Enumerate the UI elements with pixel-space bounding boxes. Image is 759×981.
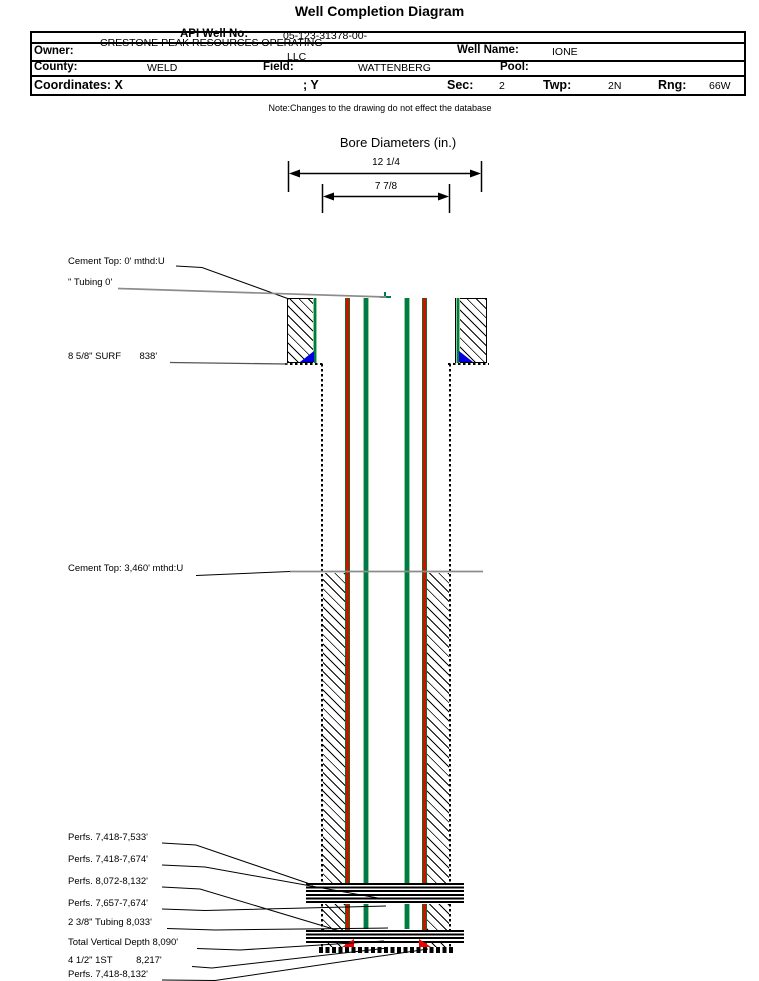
surface-casing-wall-right — [456, 298, 460, 363]
coordinates-label: Coordinates: X — [34, 78, 123, 92]
tubing-hanger-marker-stem — [384, 292, 386, 297]
production-casing-wall-right — [422, 298, 427, 948]
bore-outer-diameter-label: 12 1/4 — [372, 157, 400, 168]
table-row-separator — [30, 75, 746, 77]
well-bottom-plug — [319, 947, 453, 953]
cement-top-surface-label: Cement Top: 0' mthd:U — [68, 256, 165, 267]
perfs-total-label: Perfs. 7,418-8,132' — [68, 969, 148, 980]
well-name-value: IONE — [552, 46, 578, 58]
page-title: Well Completion Diagram — [294, 3, 465, 19]
sec-label: Sec: — [447, 78, 474, 92]
database-note: Note:Changes to the drawing do not effect the database — [268, 103, 492, 113]
field-label: Field: — [263, 61, 294, 73]
rng-label: Rng: — [658, 78, 687, 92]
well-name-label: Well Name: — [457, 44, 519, 56]
api-well-no-label: API Well No: — [180, 28, 249, 40]
owner-value-line1: CRESTONE PEAK RESOURCES OPERATING — [100, 37, 323, 49]
pool-label: Pool: — [500, 61, 529, 73]
perforation-band-upper — [306, 883, 464, 904]
tubing-wall-right — [404, 298, 410, 929]
owner-label: Owner: — [34, 45, 74, 57]
field-value: WATTENBERG — [358, 62, 431, 74]
owner-value-line2: LLC — [287, 51, 307, 63]
bore-diameters-title: Bore Diameters (in.) — [339, 135, 457, 150]
perfs-label-1: Perfs. 7,418-7,533' — [68, 832, 148, 843]
tubing-top-label: " Tubing 0' — [68, 277, 113, 288]
sec-value: 2 — [499, 80, 505, 92]
shoe-step-left — [285, 363, 323, 365]
shoe-step-right — [448, 363, 489, 365]
perfs-label-2: Perfs. 7,418-7,674' — [68, 854, 148, 865]
api-well-no-value: 05-123-31378-00- — [283, 30, 368, 42]
production-casing-wall-left — [345, 298, 350, 948]
twp-label: Twp: — [543, 78, 572, 92]
county-label: County: — [34, 61, 78, 73]
tubing-depth-label: 2 3/8" Tubing 8,033' — [68, 917, 152, 928]
perfs-label-4: Perfs. 7,657-7,674' — [68, 898, 148, 909]
cement-top-production-label: Cement Top: 3,460' mthd:U — [68, 563, 184, 574]
coordinates-y-label: ; Y — [303, 78, 319, 92]
county-value: WELD — [147, 62, 178, 74]
perforation-band-lower — [306, 930, 464, 943]
bore-inner-diameter-label: 7 7/8 — [374, 181, 398, 192]
surface-casing-label: 8 5/8" SURF 838' — [68, 351, 158, 362]
total-vertical-depth-label: Total Vertical Depth 8,090' — [68, 937, 179, 948]
tubing-wall-left — [363, 298, 369, 929]
perfs-label-3: Perfs. 8,072-8,132' — [68, 876, 148, 887]
twp-value: 2N — [608, 80, 622, 92]
rng-value: 66W — [709, 80, 731, 92]
borehole-wall-right — [449, 364, 451, 950]
production-casing-label: 4 1/2" 1ST 8,217' — [68, 955, 162, 966]
